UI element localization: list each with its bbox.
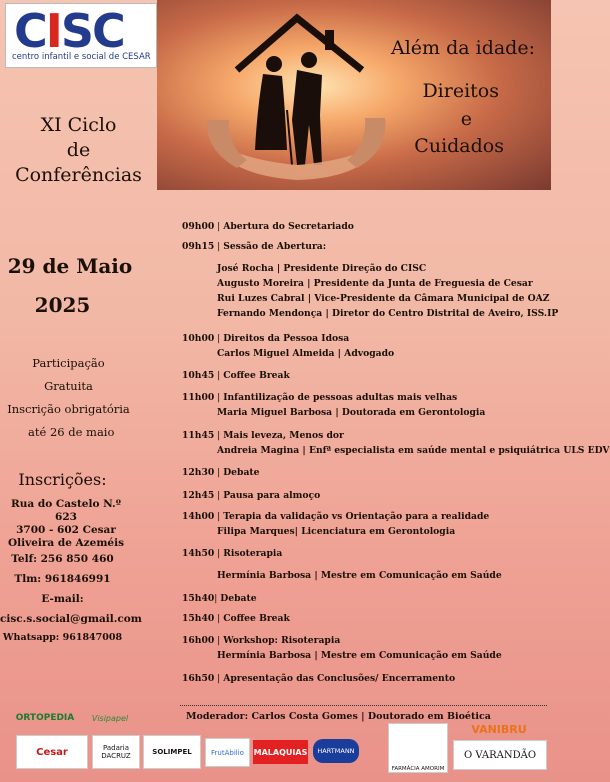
- schedule-item: 10h45 | Coffee Break: [182, 370, 290, 381]
- schedule-time: 11h00: [182, 392, 215, 403]
- sponsor-vanibru: VANIBRU: [471, 722, 527, 736]
- email-label: E-mail:: [41, 593, 84, 605]
- schedule-title: Debate: [223, 467, 260, 478]
- sponsor-frutabilio: FrutAbilio: [205, 738, 250, 767]
- schedule-title: Debate: [220, 593, 257, 604]
- sponsor-hartmann: HARTMANN: [313, 739, 359, 763]
- schedule-time: 10h45: [182, 370, 215, 381]
- schedule-title: Mais leveza, Menos dor: [223, 430, 344, 441]
- schedule-item: 15h40 | Coffee Break: [182, 613, 290, 624]
- schedule-item: 10h00 | Direitos da Pessoa Idosa: [182, 333, 350, 344]
- address: Rua do Castelo N.º 623 3700 - 602 Cesar Oliveira de Azeméis: [7, 498, 125, 549]
- schedule-speaker: Andreia Magina | Enfª especialista em saúde mental e psiquiátrica ULS EDV: [217, 445, 610, 456]
- schedule-item: 16h00 | Workshop: Risoterapia: [182, 635, 341, 646]
- cisc-logo-mark: CISC: [14, 4, 124, 58]
- schedule-speaker: Filipa Marques| Licenciatura em Gerontologia: [217, 526, 456, 537]
- hero-title-line1: Além da idade:: [390, 37, 535, 59]
- schedule-speaker: Augusto Moreira | Presidente da Junta de Freguesia de Cesar: [217, 278, 533, 289]
- schedule-time: 11h45: [182, 430, 215, 441]
- mobile: Tlm: 961846991: [14, 573, 111, 585]
- sponsor-solimpel: SOLIMPEL: [143, 735, 201, 769]
- schedule-title: Sessão de Abertura:: [223, 241, 327, 252]
- participation-info: Participação Gratuita Inscrição obrigatória até 26 de maio: [7, 356, 130, 439]
- schedule-time: 09h00: [182, 221, 215, 232]
- sponsor-visipapel: Visipapel: [91, 713, 129, 723]
- schedule-time: 12h30: [182, 467, 215, 478]
- sponsor-farmacia-amorim: FARMÁCIA AMORIM: [388, 723, 448, 773]
- schedule-title: Workshop: Risoterapia: [223, 635, 341, 646]
- schedule-time: 16h00: [182, 635, 215, 646]
- schedule-time: 10h00: [182, 333, 215, 344]
- hero-title-line3: e: [460, 108, 472, 130]
- sponsor-o-varandao: O VARANDÃO: [453, 740, 547, 770]
- schedule-speaker: Fernando Mendonça | Diretor do Centro Distrital de Aveiro, ISS.IP: [217, 308, 559, 319]
- sponsor-ortopedia: ORTOPEDIA: [15, 713, 75, 723]
- schedule-title: Coffee Break: [223, 613, 290, 624]
- schedule-item: 09h00 | Abertura do Secretariado: [182, 221, 354, 232]
- hero-title-line2: Direitos: [422, 80, 499, 102]
- schedule-item: 16h50 | Apresentação das Conclusões/ Encerramento: [182, 673, 456, 684]
- schedule-item: 12h45 | Pausa para almoço: [182, 490, 321, 501]
- moderator: Moderador: Carlos Costa Gomes | Doutorado em Bioética: [186, 711, 491, 722]
- cisc-logo-subtitle: centro infantil e social de CESAR: [12, 52, 151, 62]
- phone: Telf: 256 850 460: [11, 553, 114, 565]
- cycle-title: XI Ciclo de Conferências: [15, 114, 142, 186]
- schedule-item: 11h45 | Mais leveza, Menos dor: [182, 430, 344, 441]
- schedule-speaker: Carlos Miguel Almeida | Advogado: [217, 348, 395, 359]
- schedule-time: 14h00: [182, 511, 215, 522]
- schedule-title: Terapia da validação vs Orientação para a realidade: [223, 511, 490, 522]
- schedule-item: 09h15 | Sessão de Abertura:: [182, 241, 327, 252]
- schedule-title: Pausa para almoço: [223, 490, 321, 501]
- email-link[interactable]: cisc.s.social@gmail.com: [0, 613, 142, 625]
- schedule-item: 14h00 | Terapia da validação vs Orientação para a realidade: [182, 511, 490, 522]
- schedule-title: Infantilização de pessoas adultas mais velhas: [223, 392, 458, 403]
- schedule-time: 12h45: [182, 490, 215, 501]
- schedule-time: 09h15: [182, 241, 215, 252]
- sponsor-malaquias: MALAQUIAS: [253, 740, 308, 764]
- schedule-title: Risoterapia: [223, 548, 283, 559]
- schedule-item: 15h40| Debate: [182, 593, 257, 604]
- whatsapp: Whatsapp: 961847008: [2, 632, 123, 643]
- schedule-item: 11h00 | Infantilização de pessoas adultas mais velhas: [182, 392, 458, 403]
- schedule-title: Abertura do Secretariado: [223, 221, 354, 232]
- schedule-speaker: Hermínia Barbosa | Mestre em Comunicação em Saúde: [217, 570, 502, 581]
- schedule-speaker: Maria Miguel Barbosa | Doutorada em Gerontologia: [217, 407, 486, 418]
- schedule-time: 15h40: [182, 613, 215, 624]
- event-year: 2025: [34, 293, 91, 317]
- schedule-title: Direitos da Pessoa Idosa: [223, 333, 350, 344]
- event-date: 29 de Maio: [7, 254, 133, 278]
- registrations-title: Inscrições:: [18, 470, 107, 489]
- schedule-time: 16h50: [182, 673, 215, 684]
- cisc-logo: [5, 3, 157, 68]
- schedule-title: Apresentação das Conclusões/ Encerramento: [223, 673, 456, 684]
- schedule-time: 14h50: [182, 548, 215, 559]
- divider-top: [180, 705, 547, 706]
- schedule-speaker: Rui Luzes Cabral | Vice-Presidente da Câmara Municipal de OAZ: [217, 293, 550, 304]
- sponsor-padaria-dacruz: Padaria DACRUZ: [92, 735, 140, 769]
- schedule-item: 12h30 | Debate: [182, 467, 260, 478]
- schedule-speaker: José Rocha | Presidente Direção do CISC: [217, 263, 427, 274]
- hero-title-line4: Cuidados: [414, 135, 504, 157]
- schedule-time: 15h40: [182, 593, 215, 604]
- sponsor-cesar: Cesar: [16, 735, 88, 769]
- hero-image: [157, 0, 551, 190]
- schedule-item: 14h50 | Risoterapia: [182, 548, 283, 559]
- schedule-title: Coffee Break: [223, 370, 290, 381]
- schedule-speaker: Hermínia Barbosa | Mestre em Comunicação em Saúde: [217, 650, 502, 661]
